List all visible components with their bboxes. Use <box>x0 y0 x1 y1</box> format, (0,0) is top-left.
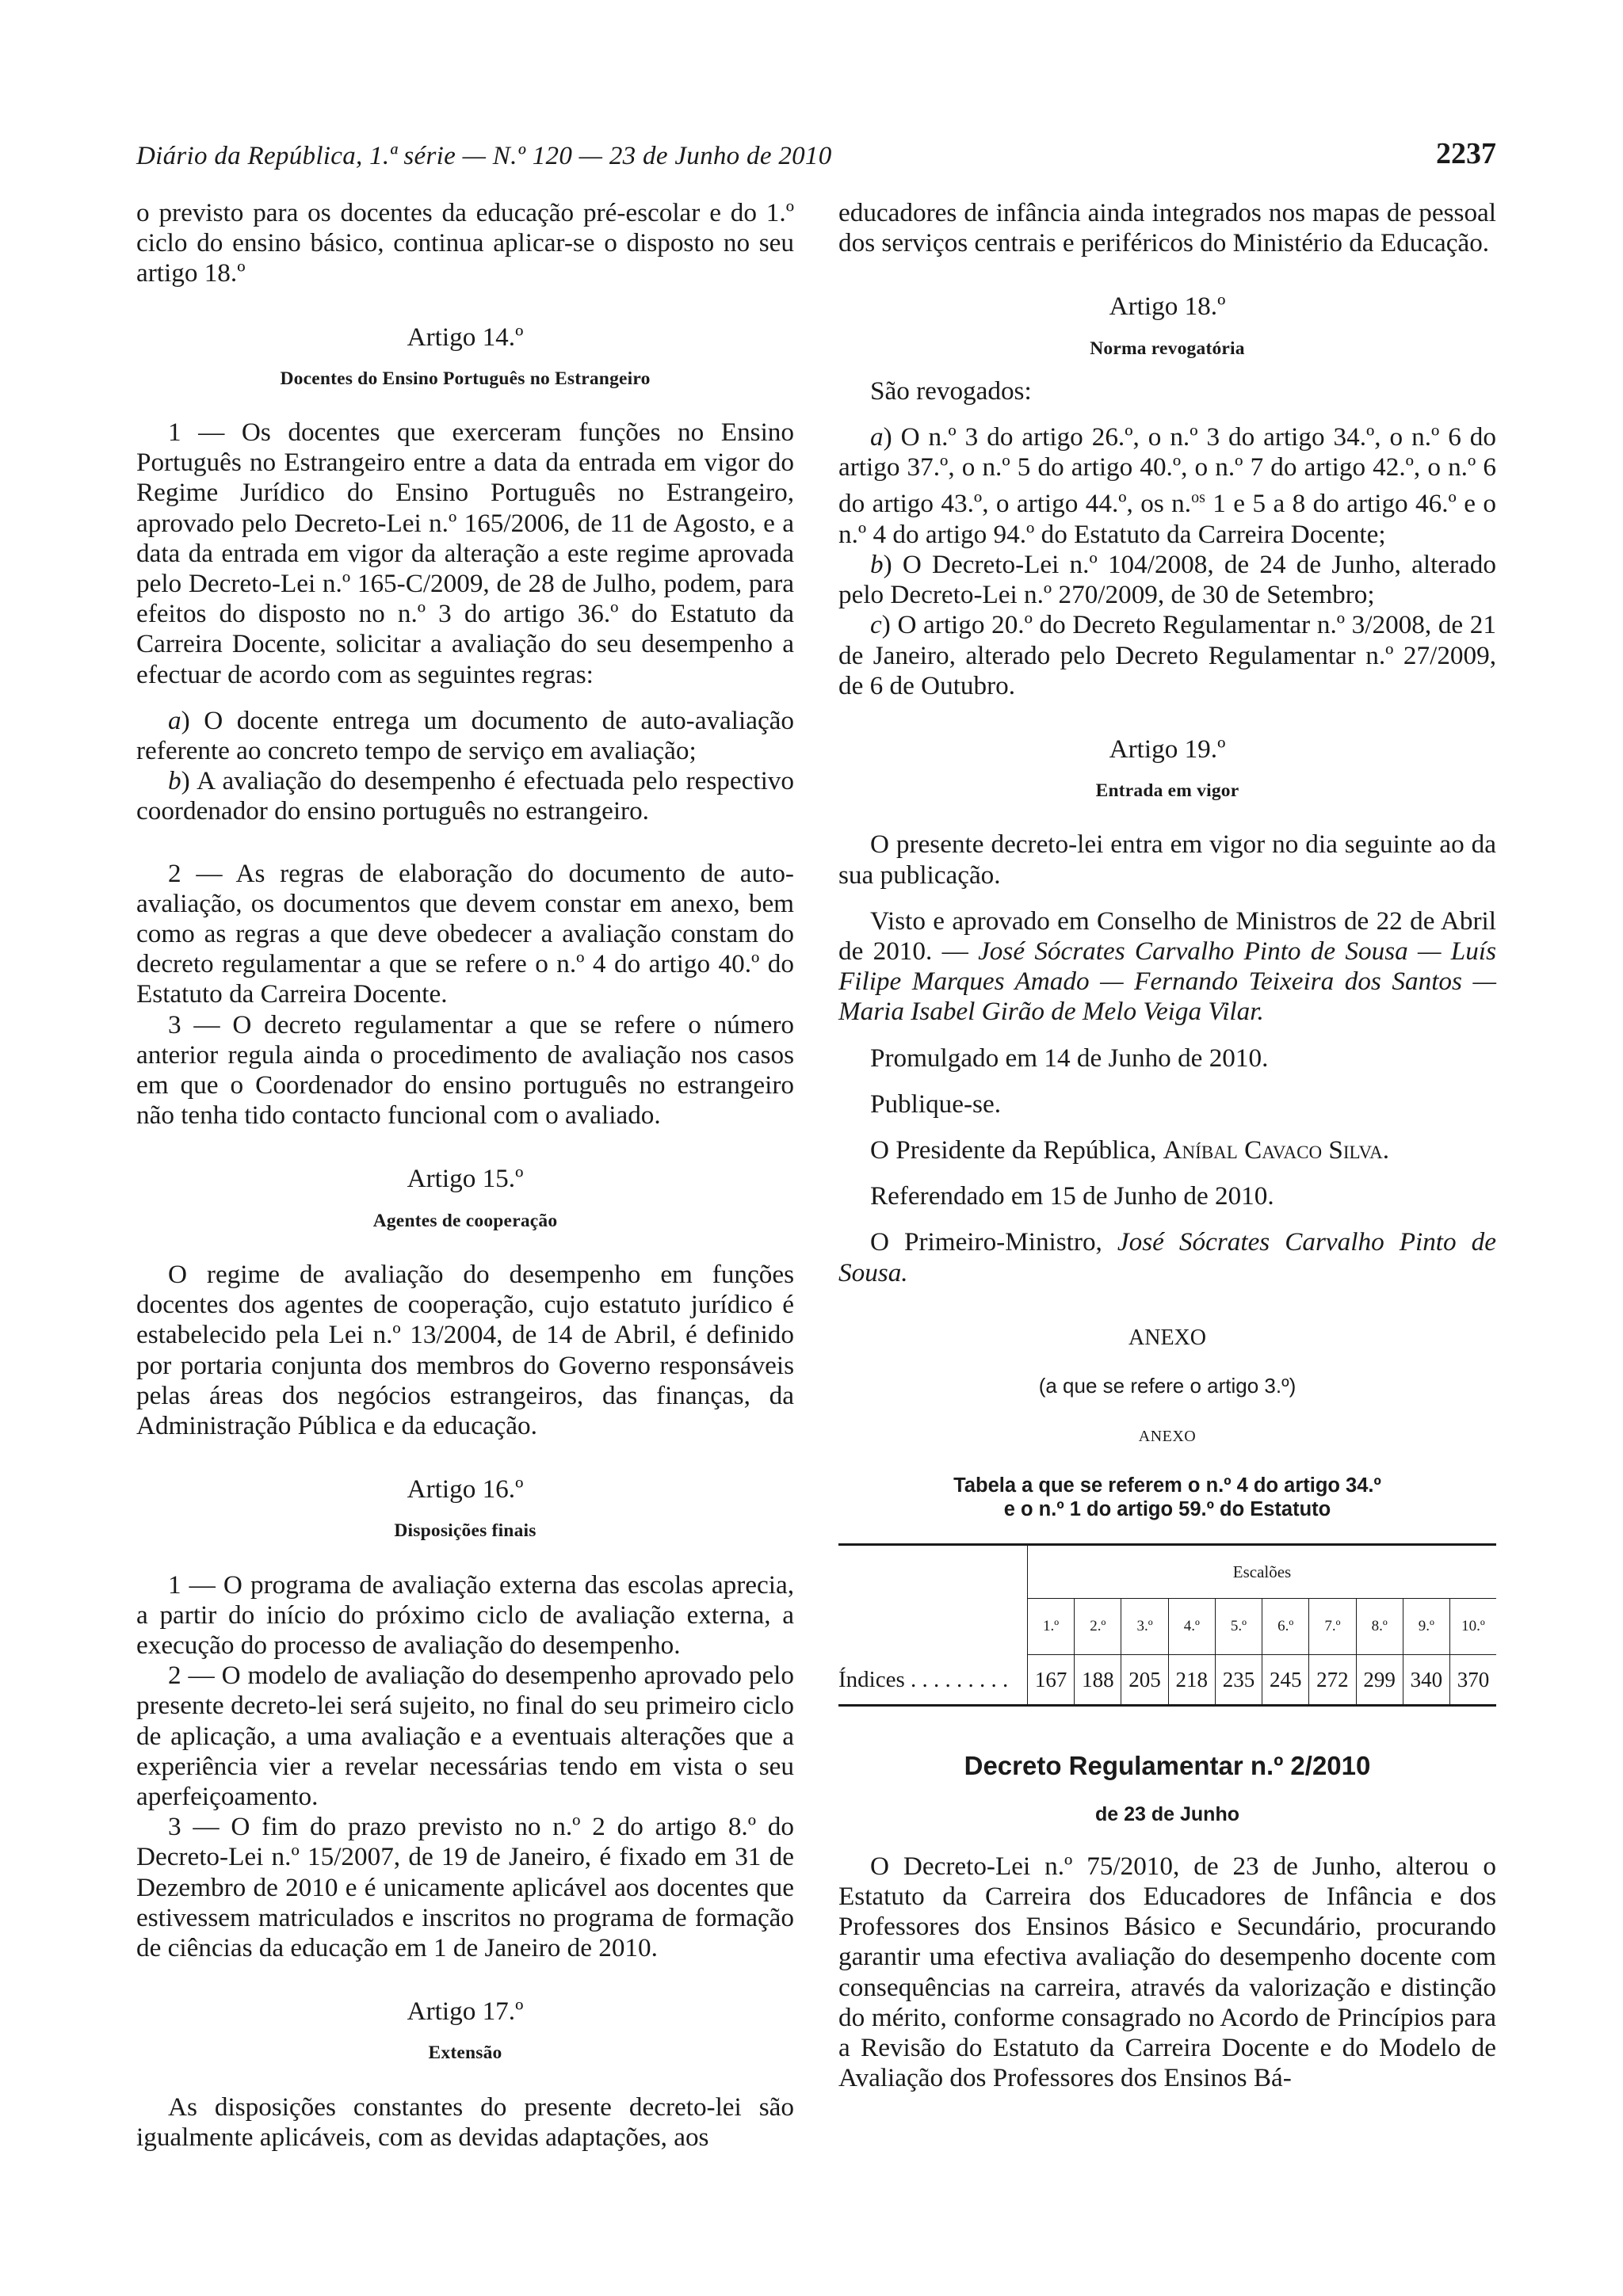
article-14-item-a <box>136 706 794 766</box>
column-header: 2.º <box>1075 1599 1121 1655</box>
column-header: 9.º <box>1403 1599 1449 1655</box>
article-14-title: Artigo 14.º <box>407 322 524 352</box>
article-14-item-b <box>136 766 794 826</box>
item-letter: a <box>168 705 181 735</box>
article-14-p1: 1 — Os docentes que exerceram funções no Ensino Português no Estrangeiro entre a data da entrada em vigor do Regime Jurídico do Ensino Português no Estrangeiro, aprovado pelo Decreto-Lei n.º 165/2006, de 11 de Agosto, e a data da entrada em vigor da alteração a este regime aprovada pelo Decreto-Lei n.º 165-C/2009, de 28 de Julho, podem, para efeitos do disposto no n.º 3 do artigo 36.º do Estatuto da Carreira Docente, solicitar a avaliação do seu desempenho a efectuar de acordo com as seguintes regras: <box>136 418 794 689</box>
column-header: 7.º <box>1309 1599 1356 1655</box>
index-table <box>838 1543 1496 1707</box>
item-letter: c <box>870 610 882 640</box>
table-cell: 340 <box>1403 1655 1449 1706</box>
article-16-p1: 1 — O programa de avaliação externa das escolas aprecia, a partir do início do próximo ciclo de avaliação externa, a execução do processo de avaliação do desempenho. <box>136 1569 794 1660</box>
decree-title: Decreto Regulamentar n.º 2/2010 <box>964 1751 1371 1781</box>
annex-inner-title: ANEXO <box>1138 1428 1197 1446</box>
right-intro: educadores de infância ainda integrados nos mapas de pessoal dos serviços centrais e periféricos do Ministério da Educação. <box>838 198 1496 258</box>
article-18-subtitle: Norma revogatória <box>1090 338 1245 359</box>
column-header: 3.º <box>1121 1599 1168 1655</box>
table-corner <box>838 1545 1028 1655</box>
table-cell: 370 <box>1457 1668 1490 1692</box>
article-19-subtitle: Entrada em vigor <box>1095 780 1239 802</box>
minister-names: José Sócrates Carvalho Pinto de Sousa — Luís Filipe Marques Amado — Fernando Teixeira dos Santos — Maria Isabel Girão de Melo Veiga Vilar. <box>838 936 1496 1027</box>
table-cell: 167 <box>1028 1655 1075 1706</box>
article-18-item-c <box>838 610 1496 701</box>
article-14-subtitle: Docentes do Ensino Português no Estrangeiro <box>280 368 651 389</box>
article-14-p2: 2 — As regras de elaboração do documento de auto-avaliação, os documentos que devem constar em anexo, bem como as regras a que deve obedecer a avaliação constam do decreto regulamentar a que se refere o n.º 4 do artigo 40.º do Estatuto da Carreira Docente. <box>136 858 794 1009</box>
article-15-title: Artigo 15.º <box>407 1164 524 1194</box>
president-label: O Presidente da República, <box>870 1135 1163 1165</box>
item-letter: b <box>870 549 884 579</box>
right-column <box>838 198 1496 2093</box>
approval-paragraph <box>838 906 1496 1028</box>
table-cell: 188 <box>1075 1655 1121 1706</box>
column-header: 10.º <box>1449 1599 1496 1655</box>
column-header: 4.º <box>1168 1599 1215 1655</box>
article-18-item-a <box>838 422 1496 550</box>
publish-order: Publique-se. <box>870 1089 1001 1119</box>
row-label: Índices . . . . . . . . . <box>838 1655 1028 1706</box>
article-17-p1: As disposições constantes do presente decreto-lei são igualmente aplicáveis, com as devidas adaptações, aos <box>136 2092 794 2152</box>
article-17-title: Artigo 17.º <box>407 1997 524 2027</box>
table-caption-line-1: Tabela a que se referem o n.º 4 do artigo 34.º <box>953 1474 1381 1497</box>
plural-superscript: os <box>1191 489 1205 507</box>
promulgation: Promulgado em 14 de Junho de 2010. <box>870 1043 1269 1073</box>
article-16-p2: 2 — O modelo de avaliação do desempenho aprovado pelo presente decreto-lei será sujeito, no final do seu primeiro ciclo de aplicação, a uma avaliação e a eventuais alterações que a experiência vier a revelar necessárias tendo em vista o seu aperfeiçoamento. <box>136 1661 794 1811</box>
item-text: ) A avaliação do desempenho é efectuada pelo respectivo coordenador do ensino português no estrangeiro. <box>136 766 794 826</box>
article-16-title: Artigo 16.º <box>407 1474 524 1505</box>
item-text: ) O Decreto-Lei n.º 104/2008, de 24 de Junho, alterado pelo Decreto-Lei n.º 270/2009, de 30 de Setembro; <box>838 549 1496 610</box>
article-19-title: Artigo 19.º <box>1109 734 1226 764</box>
page-number: 2237 <box>1436 137 1496 170</box>
left-intro: o previsto para os docentes da educação pré-escolar e do 1.º ciclo do ensino básico, continua aplicar-se o disposto no seu artigo 18.º <box>136 198 794 288</box>
table-cell: 218 <box>1168 1655 1215 1706</box>
item-text: ) O n.º 3 do artigo 26.º, o n.º 3 do artigo 34.º, o n.º 6 do artigo 37.º, o n.º 5 do artigo 40.º, o n.º 7 do artigo 42.º, o n.º 6 do artigo 43.º, o artigo 44.º, os n. <box>838 422 1496 519</box>
column-header: 1.º <box>1028 1599 1075 1655</box>
item-text-cont: 1 e 5 a 8 do artigo 46.º e o n.º 4 do artigo 94.º do Estatuto da Carreira Docente; <box>838 489 1496 549</box>
table-cell: 272 <box>1309 1655 1356 1706</box>
table-caption <box>838 1474 1496 1521</box>
article-18-lead: São revogados: <box>870 376 1032 406</box>
table-cell: 245 <box>1262 1655 1309 1706</box>
article-14-p3: 3 — O decreto regulamentar a que se refere o número anterior regula ainda o procedimento de avaliação nos casos em que o Coordenador do ensino português no estrangeiro não tenha tido contacto funcional com o avaliado. <box>136 1009 794 1131</box>
table-cell: 299 <box>1356 1655 1403 1706</box>
table-row <box>838 1655 1496 1706</box>
decree-paragraph: O Decreto-Lei n.º 75/2010, de 23 de Junho, alterou o Estatuto da Carreira dos Educadores de Infância e dos Professores dos Ensinos Básico e Secundário, procurando garantir uma efectiva avaliação do desempenho docente com consequências na carreira, através da valorização e distinção do mérito, conforme consagrado no Acordo de Princípios para a Revisão do Estatuto da Carreira Docente e do Modelo de Avaliação dos Professores dos Ensinos Bá- <box>838 1851 1496 2093</box>
column-header: 5.º <box>1215 1599 1262 1655</box>
column-header: 6.º <box>1262 1599 1309 1655</box>
page-header <box>136 127 1496 171</box>
decree-date: de 23 de Junho <box>1095 1802 1239 1825</box>
referendum: Referendado em 15 de Junho de 2010. <box>870 1181 1274 1211</box>
president-name: Aníbal Cavaco Silva. <box>1163 1135 1390 1165</box>
prime-minister-label: O Primeiro-Ministro, <box>870 1227 1117 1257</box>
article-18-item-b <box>838 550 1496 610</box>
annex-title: ANEXO <box>1128 1325 1206 1350</box>
article-15-p1: O regime de avaliação do desempenho em funções docentes dos agentes de cooperação, cujo estatuto jurídico é estabelecido pela Lei n.º 13/2004, de 14 de Abril, é definido por portaria conjunta dos membros do Governo responsáveis pelas áreas dos negócios estrangeiros, das finanças, da Administração Pública e da educação. <box>136 1259 794 1440</box>
item-text: ) O docente entrega um documento de auto-avaliação referente ao concreto tempo de serviço em avaliação; <box>136 705 794 766</box>
prime-minister-name: José Sócrates Carvalho Pinto de Sousa. <box>838 1227 1496 1287</box>
prime-minister-signature <box>838 1227 1496 1287</box>
table-cell: 205 <box>1121 1655 1168 1706</box>
article-16-p3: 3 — O fim do prazo previsto no n.º 2 do artigo 8.º do Decreto-Lei n.º 15/2007, de 19 de Janeiro, é fixado em 31 de Dezembro de 2010 e é unicamente aplicável aos docentes que estivessem matriculados e inscritos no programa de formação de ciências da educação em 1 de Janeiro de 2010. <box>136 1812 794 1962</box>
article-15-subtitle: Agentes de cooperação <box>372 1210 558 1231</box>
article-17-subtitle: Extensão <box>428 2042 502 2064</box>
approval-text: Visto e aprovado em Conselho de Ministros de 22 de Abril de 2010. — <box>838 906 1496 966</box>
table-group-header: Escalões <box>1028 1545 1497 1599</box>
item-letter: b <box>168 766 181 796</box>
table-cell: 235 <box>1215 1655 1262 1706</box>
president-signature <box>838 1135 1496 1165</box>
item-letter: a <box>870 422 884 452</box>
journal-title: Diário da República, 1.ª série — N.º 120 — 23 de Junho de 2010 <box>136 142 832 170</box>
annex-reference: (a que se refere o artigo 3.º) <box>1038 1373 1296 1398</box>
article-19-p1: O presente decreto-lei entra em vigor no dia seguinte ao da sua publicação. <box>838 830 1496 890</box>
table-caption-line-2: e o n.º 1 do artigo 59.º do Estatuto <box>1003 1498 1331 1521</box>
item-text: ) O artigo 20.º do Decreto Regulamentar n.º 3/2008, de 21 de Janeiro, alterado pelo Decreto Regulamentar n.º 27/2009, de 6 de Outubro. <box>838 610 1496 700</box>
column-header: 8.º <box>1356 1599 1403 1655</box>
article-16-subtitle: Disposições finais <box>394 1520 537 1542</box>
left-column <box>136 198 794 2153</box>
article-18-title: Artigo 18.º <box>1109 292 1226 322</box>
